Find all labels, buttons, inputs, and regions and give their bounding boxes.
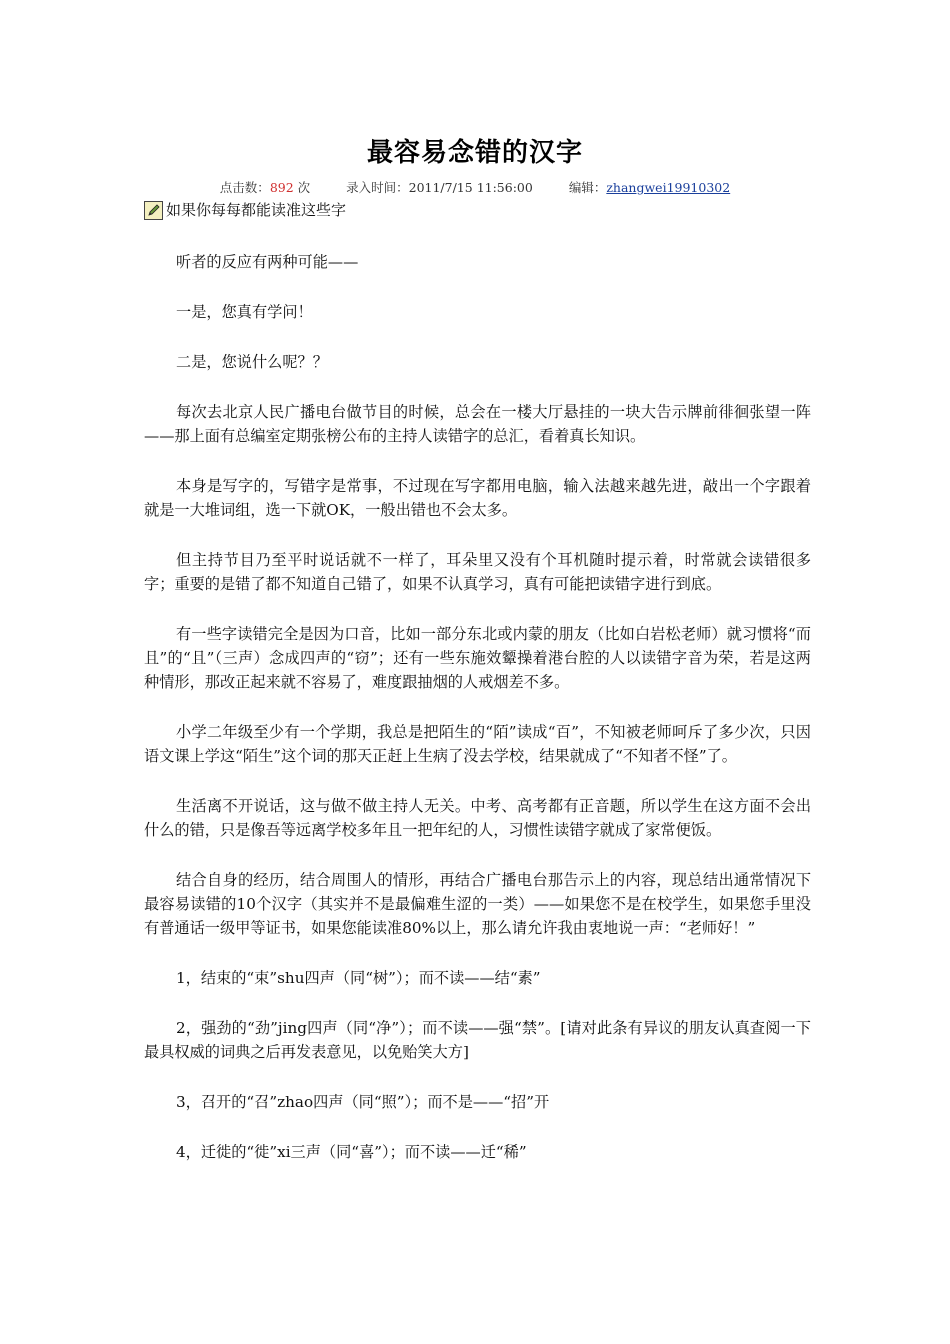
entry-time: 录入时间：2011/7/15 11:56:00 <box>346 180 533 195</box>
paragraph: 一是，您真有学问！ <box>176 303 313 321</box>
editor-link[interactable]: zhangwei19910302 <box>606 180 731 195</box>
paragraph: 本身是写字的，写错字是常事，不过现在写字都用电脑，输入法越来越先进，敲出一个字跟着就是一大堆词组，选一下就OK，一般出错也不会太多。 <box>144 477 811 519</box>
paragraph: 但主持节目乃至平时说话就不一样了，耳朵里又没有个耳机随时提示着，时常就会读错很多字；重要的是错了都不知道自己错了，如果不认真学习，真有可能把读错字进行到底。 <box>144 551 811 593</box>
clicks-unit: 次 <box>293 180 311 195</box>
article-title: 最容易念错的汉字 <box>366 138 583 168</box>
list-item: 3，召开的“召”zhao四声（同“照”）；而不是——“招”开 <box>176 1093 550 1111</box>
article-meta <box>0 178 950 196</box>
list-item: 2，强劲的“劲”jing四声（同“净”）；而不读——强“禁”。[请对此条有异议的朋友认真查阅一下最具权威的词典之后再发表意见，以免贻笑大方] <box>144 1019 811 1061</box>
paragraph: 生活离不开说话，这与做不做主持人无关。中考、高考都有正音题，所以学生在这方面不会出什么的错，只是像吾等远离学校多年且一把年纪的人，习惯性读错字就成了家常便饭。 <box>144 797 811 839</box>
lead-line <box>144 199 346 221</box>
paragraph: 结合自身的经历，结合周围人的情形，再结合广播电台那告示上的内容，现总结出通常情况下最容易读错的10个汉字（其实并不是最偏难生涩的一类）——如果您不是在校学生，如果您手里没有普通话一级甲等证书，如果您能读准80%以上，那么请允许我由衷地说一声：“老师好！” <box>144 871 811 937</box>
lead-text: 如果你每每都能读准这些字 <box>166 201 347 219</box>
edit-pencil-icon <box>144 201 163 220</box>
paragraph: 有一些字读错完全是因为口音，比如一部分东北或内蒙的朋友（比如白岩松老师）就习惯将“而且”的“且”（三声）念成四声的“窃”；还有一些东施效颦操着港台腔的人以读错字音为荣，若是这两种情形，那改正起来就不容易了，难度跟抽烟的人戒烟差不多。 <box>144 625 811 691</box>
paragraph: 二是，您说什么呢？？ <box>176 353 328 371</box>
clicks-value: 892 <box>269 180 294 195</box>
article-body <box>144 250 811 1190</box>
editor-label: 编辑： <box>568 180 607 195</box>
list-item: 1，结束的“束”shu四声（同“树”）；而不读——结“素” <box>176 969 541 987</box>
list-item: 4，迁徙的“徙”xi三声（同“喜”）；而不读——迁“稀” <box>176 1143 527 1161</box>
paragraph: 每次去北京人民广播电台做节目的时候，总会在一楼大厅悬挂的一块大告示牌前徘徊张望一阵——那上面有总编室定期张榜公布的主持人读错字的总汇，看着真长知识。 <box>144 403 811 445</box>
paragraph: 小学二年级至少有一个学期，我总是把陌生的“陌”读成“百”，不知被老师呵斥了多少次，只因语文课上学这“陌生”这个词的那天正赶上生病了没去学校，结果就成了“不知者不怪”了。 <box>144 723 811 765</box>
clicks-label: 点击数： <box>219 180 270 195</box>
paragraph: 听者的反应有两种可能—— <box>176 253 359 271</box>
